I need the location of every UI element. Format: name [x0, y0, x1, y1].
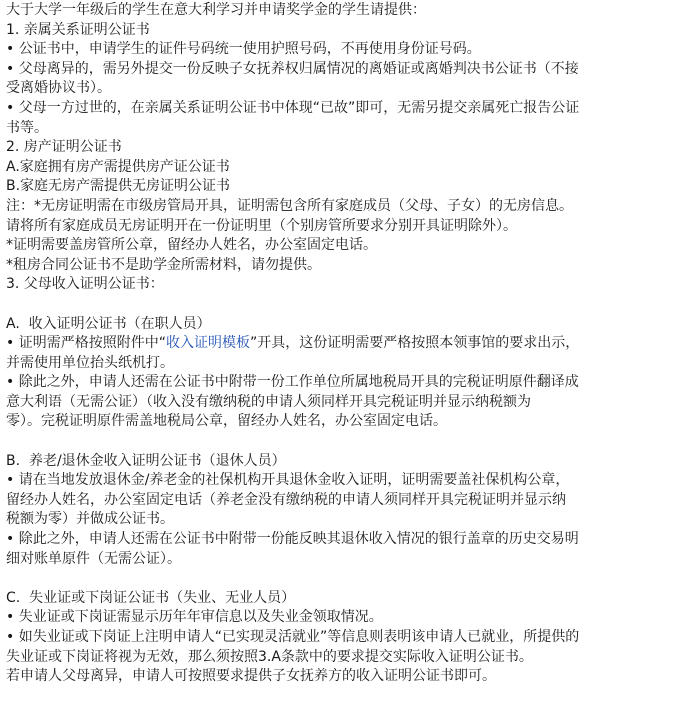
bullet-text: ”开具，这份证明需要严格按照本领事馆的要求出示，: [249, 335, 580, 352]
section-3c-bullet: • 失业证或下岗证需显示历年年审信息以及失业金领取情况。: [6, 609, 383, 626]
section-2-note: *租房合同公证书不是助学金所需材料，请勿提供。: [6, 256, 321, 273]
section-2-note: 注：*无房证明需在市级房管局开具，证明需包含所有家庭成员（父母、子女）的无房信息。: [6, 197, 573, 214]
section-1-bullet: • 父母一方过世的，在亲属关系证明公证书中体现“已故”即可，无需另提交亲属死亡报告公证: [6, 99, 580, 116]
section-3b-title: B. 养老/退休金收入证明公证书（退休人员）: [6, 452, 286, 469]
section-2-note-cont: 请将所有家庭成员无房证明开在一份证明里（个别房管所要求分别开具证明除外）。: [6, 217, 517, 234]
section-3a-bullet: [6, 334, 692, 354]
section-3c-title: C. 失业证或下岗证公证书（失业、无业人员）: [6, 589, 296, 606]
section-1-heading: 1. 亲属关系证明公证书: [6, 21, 150, 38]
section-3a-bullet-cont: 意大利语（无需公证）（收入没有缴纳税的申请人须同样开具完税证明并显示纳税额为: [6, 393, 531, 410]
section-2-heading: 2. 房产证明公证书: [6, 139, 122, 156]
section-1-bullet: • 父母离异的，需另外提交一份反映子女抚养权归属情况的离婚证或离婚判决书公证书（不接: [6, 60, 579, 77]
section-3b-bullet: • 请在当地发放退休金/养老金的社保机构开具退休金收入证明，证明需要盖社保机构公章，: [6, 472, 570, 489]
section-1-bullet-cont: 书等。: [6, 119, 48, 136]
section-3b-bullet-cont: 细对账单原件（无需公证）。: [6, 550, 181, 567]
section-2-item-b: B.家庭无房产需提供无房证明公证书: [6, 178, 231, 195]
section-3a-bullet-cont: 零）。完税证明原件需盖地税局公章，留经办人姓名，办公室固定电话。: [6, 413, 447, 430]
section-3a-title: A. 收入证明公证书（在职人员）: [6, 315, 211, 332]
section-1-bullet: • 公证书中，申请学生的证件号码统一使用护照号码，不再使用身份证号码。: [6, 41, 481, 58]
section-2-item-a: A.家庭拥有房产需提供房产证公证书: [6, 158, 230, 175]
section-3a-bullet: • 除此之外，申请人还需在公证书中附带一份工作单位所属地税局开具的完税证明原件翻译成: [6, 374, 579, 391]
section-3b-bullet: • 除此之外，申请人还需在公证书中附带一份能反映其退休收入情况的银行盖章的历史交易明: [6, 531, 579, 548]
section-3a-bullet-cont: 并需使用单位抬头纸机打。: [6, 354, 174, 371]
section-3c-note: 若申请人父母离异，申请人可按照要求提供子女抚养方的收入证明公证书即可。: [6, 668, 496, 685]
section-2-note: *证明需要盖房管所公章，留经办人姓名，办公室固定电话。: [6, 237, 377, 254]
section-3b-bullet-cont: 留经办人姓名，办公室固定电话（养老金没有缴纳税的申请人须同样开具完税证明并显示纳: [6, 491, 566, 508]
section-3-heading: 3. 父母收入证明公证书：: [6, 276, 164, 293]
section-3c-bullet: • 如失业证或下岗证上注明申请人“已实现灵活就业”等信息则表明该申请人已就业，所提供的: [6, 629, 580, 645]
intro-text: 大于大学一年级后的学生在意大利学习并申请奖学金的学生请提供：: [6, 2, 426, 18]
income-template-link[interactable]: 收入证明模板: [165, 335, 250, 352]
spacer: [6, 432, 692, 452]
section-3c-bullet-cont: 失业证或下岗证将视为无效，那么须按照3.A条款中的要求提交实际收入证明公证书。: [6, 648, 533, 665]
spacer: [6, 295, 692, 315]
section-3b-bullet-cont: 税额为零）并做成公证书。: [6, 511, 174, 528]
bullet-text: • 证明需严格按照附件中“: [6, 335, 166, 352]
section-1-bullet-cont: 受离婚协议书）。: [6, 80, 111, 97]
spacer: [6, 569, 692, 589]
